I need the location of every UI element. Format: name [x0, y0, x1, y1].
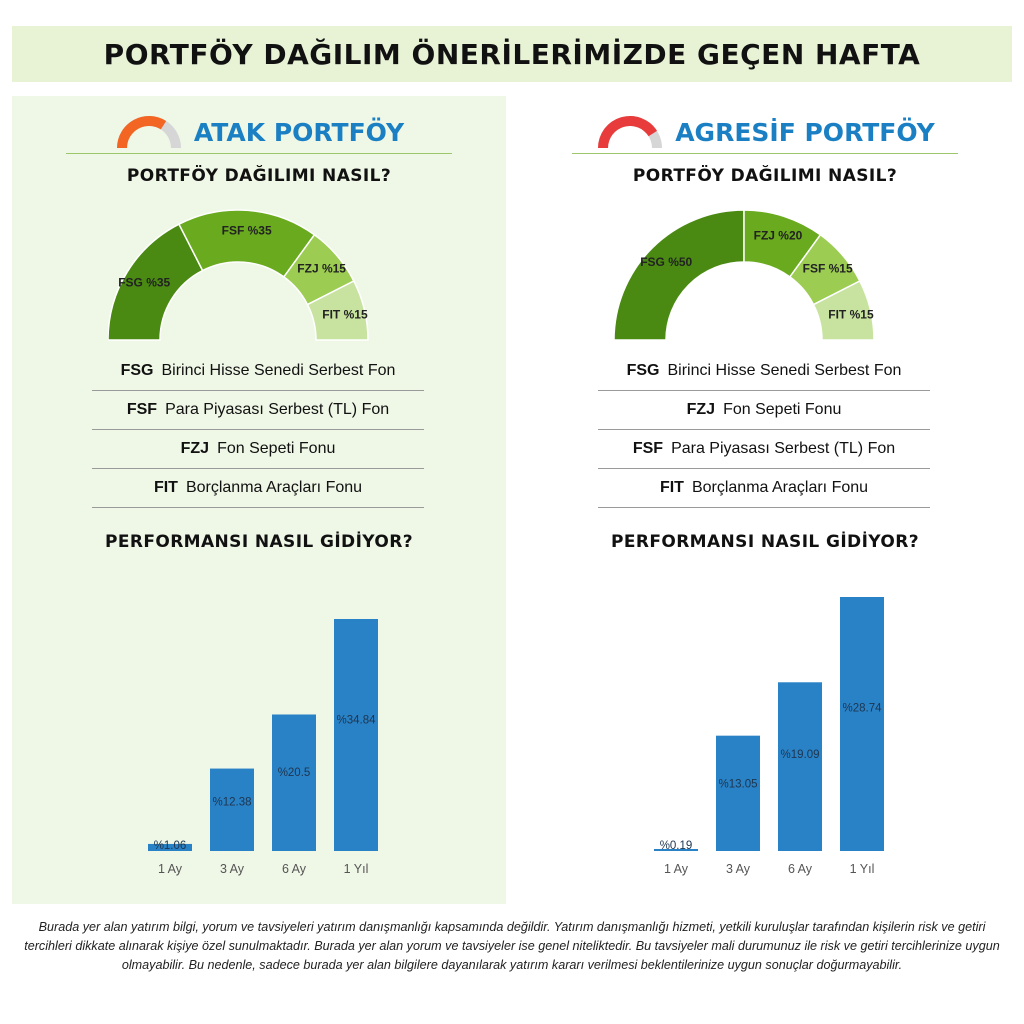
- fund-description: Birinci Hisse Senedi Serbest Fon: [667, 362, 902, 379]
- title-divider: [66, 153, 452, 154]
- fund-description: Borçlanma Araçları Fonu: [691, 479, 869, 496]
- portfolio-name: ATAK PORTFÖY: [193, 117, 405, 147]
- fund-legend: [598, 352, 930, 508]
- gauge-fill: [117, 116, 166, 148]
- legend-row: [92, 391, 424, 430]
- donut-slice-label: FIT %15: [322, 307, 368, 322]
- allocation-semi-donut: [108, 208, 408, 348]
- x-tick-label: 6 Ay: [281, 862, 307, 876]
- gauge-fill: [598, 116, 657, 148]
- fund-code: FSG: [120, 362, 154, 379]
- fund-description: Borçlanma Araçları Fonu: [185, 479, 363, 496]
- fund-description: Para Piyasası Serbest (TL) Fon: [165, 401, 390, 418]
- fund-code: FSF: [126, 401, 158, 418]
- x-tick-label: 6 Ay: [787, 862, 813, 876]
- bar-value-label: %12.38: [212, 796, 252, 809]
- legend-row: [92, 430, 424, 469]
- bar-1-yıl: [840, 597, 884, 851]
- legend-row: [598, 352, 930, 391]
- fund-code: FSF: [632, 440, 664, 457]
- fund-code: FSG: [626, 362, 660, 379]
- bar-6-ay: [272, 714, 316, 851]
- fund-legend: [92, 352, 424, 508]
- bar-value-label: %34.84: [336, 714, 376, 727]
- gauge-icon: [595, 112, 665, 152]
- legend-row: [92, 469, 424, 508]
- fund-description: Fon Sepeti Fonu: [217, 440, 336, 457]
- x-tick-label: 1 Ay: [157, 862, 183, 876]
- bar-value-label: %0.19: [659, 840, 693, 852]
- title-divider: [572, 153, 958, 154]
- distribution-question: PORTFÖY DAĞILIMI NASIL?: [632, 166, 898, 186]
- legal-disclaimer: Burada yer alan yatırım bilgi, yorum ve tavsiyeleri yatırım danışmanlığı kapsamında değildir. Yatırım danışmanlığı hizmeti, yetkili kuruluşlar tarafından kişilerin risk ve getiri tercihleri dikkate alınarak kişiye özel sunulmaktadır. Burada yer alan yorum ve tavsiyeler ise genel niteliktedir. Bu tavsiyeler mali durumunuz ile risk ve getiri tercihlerinize uygun olmayabilir. Bu nedenle, sadece burada yer alan bilgilere dayanılarak yatırım kararı verilmesi beklentilerinize uygun sonuçlar doğurmayabilir.: [24, 920, 1000, 972]
- performance-bar-chart: [618, 596, 918, 886]
- fund-code: FZJ: [686, 401, 716, 418]
- allocation-semi-donut: [614, 208, 914, 348]
- x-tick-label: 1 Yıl: [343, 862, 369, 876]
- legend-row: [92, 352, 424, 391]
- distribution-question: PORTFÖY DAĞILIMI NASIL?: [126, 166, 392, 186]
- fund-code: FZJ: [180, 440, 210, 457]
- fund-description: Birinci Hisse Senedi Serbest Fon: [161, 362, 396, 379]
- donut-slice-label: FZJ %20: [753, 228, 803, 243]
- performance-question: PERFORMANSI NASIL GİDİYOR?: [610, 532, 920, 552]
- legend-row: [598, 430, 930, 469]
- portfolio-title: [12, 110, 506, 154]
- x-tick-label: 3 Ay: [725, 862, 751, 876]
- bar-value-label: %1.06: [153, 840, 187, 852]
- atak-portfolio-panel: [12, 96, 506, 904]
- donut-slice-label: FSF %15: [802, 261, 853, 276]
- portfolio-title: [518, 110, 1012, 154]
- x-tick-label: 1 Yıl: [849, 862, 875, 876]
- donut-slice-label: FSG %50: [640, 255, 693, 270]
- header-banner: [12, 26, 1012, 82]
- portfolio-name: AGRESİF PORTFÖY: [675, 117, 935, 147]
- page-title: PORTFÖY DAĞILIM ÖNERİLERİMİZDE GEÇEN HAFTA: [103, 37, 921, 71]
- bar-value-label: %20.5: [277, 766, 311, 779]
- legend-row: [598, 469, 930, 508]
- bar-1-yıl: [334, 619, 378, 851]
- bar-3-ay: [210, 769, 254, 851]
- bar-6-ay: [778, 682, 822, 851]
- legend-row: [598, 391, 930, 430]
- performance-bar-chart: [112, 596, 412, 886]
- donut-slice-label: FZJ %15: [297, 261, 346, 276]
- fund-code: FIT: [153, 479, 178, 496]
- x-tick-label: 3 Ay: [219, 862, 245, 876]
- performance-question: PERFORMANSI NASIL GİDİYOR?: [104, 532, 414, 552]
- fund-code: FIT: [659, 479, 684, 496]
- agresif-portfolio-panel: [518, 96, 1012, 904]
- x-tick-label: 1 Ay: [663, 862, 689, 876]
- donut-slice-fsg: [614, 210, 744, 340]
- bar-3-ay: [716, 736, 760, 851]
- donut-slice-label: FSG %35: [118, 275, 171, 290]
- fund-description: Fon Sepeti Fonu: [723, 401, 842, 418]
- fund-description: Para Piyasası Serbest (TL) Fon: [671, 440, 896, 457]
- bar-value-label: %13.05: [718, 778, 758, 791]
- bar-value-label: %28.74: [842, 702, 882, 715]
- donut-slice-label: FIT %15: [828, 307, 874, 322]
- gauge-icon: [114, 112, 184, 152]
- donut-slice-label: FSF %35: [221, 223, 272, 238]
- bar-value-label: %19.09: [780, 749, 820, 762]
